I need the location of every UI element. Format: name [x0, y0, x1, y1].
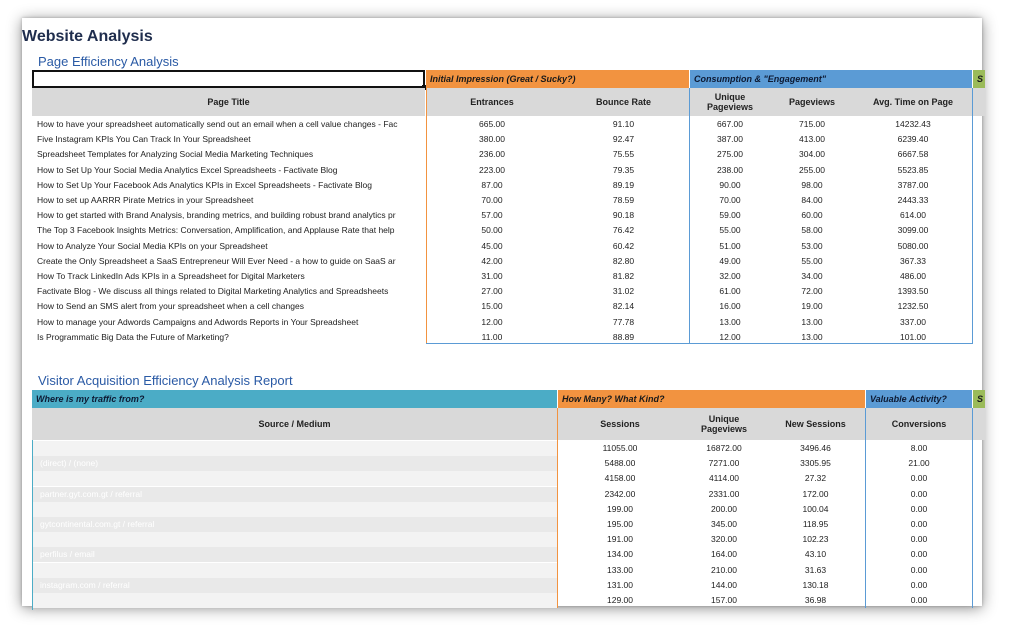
cell-entrances[interactable]: 12.00	[481, 316, 503, 327]
cell-avg-time[interactable]: 2443.33	[897, 195, 929, 205]
cell-conversions[interactable]: 0.00	[910, 549, 928, 560]
cell-unique-pageviews[interactable]: 164.00	[711, 549, 737, 560]
cell-pageviews[interactable]: 19.00	[801, 301, 823, 312]
cell-bounce-rate[interactable]: 60.42	[612, 240, 635, 251]
header-bounce-rate[interactable]: Bounce Rate	[558, 88, 689, 116]
divider-blue	[689, 88, 690, 344]
cell-pageviews[interactable]: 98.00	[801, 179, 823, 190]
header-unique-pageviews[interactable]: Unique Pageviews	[690, 88, 770, 116]
cell-sessions[interactable]: 2342.00	[604, 488, 636, 499]
group-how-many: How Many? What Kind?	[558, 390, 865, 408]
cell-new-sessions[interactable]: 118.95	[802, 519, 829, 529]
cell-new-sessions[interactable]: 36.98	[804, 595, 827, 605]
cell-conversions[interactable]: 0.00	[910, 595, 928, 605]
table-row[interactable]	[32, 208, 972, 223]
cell-page-title[interactable]: Five Instagram KPIs You Can Track In Your Spreadsheet	[37, 134, 251, 145]
cell-entrances[interactable]: 45.00	[481, 240, 503, 251]
cell-unique-pageviews[interactable]: 157.00	[711, 595, 737, 605]
cell-new-sessions[interactable]: 3305.95	[800, 458, 831, 469]
cell-bounce-rate[interactable]: 76.42	[612, 225, 635, 236]
cell-page-title[interactable]: How To Track LinkedIn Ads KPIs in a Spreadsheet for Digital Marketers	[37, 271, 305, 281]
cell-avg-time[interactable]: 6239.40	[897, 134, 929, 145]
group-next-cut: S	[973, 70, 985, 88]
cell-avg-time[interactable]: 3099.00	[897, 225, 929, 236]
cell-avg-time[interactable]: 367.33	[900, 255, 926, 266]
cell-page-title[interactable]: Factivate Blog - We discuss all things related to Digital Marketing Analytics and Spreadsheets	[37, 286, 389, 297]
cell-conversions[interactable]: 0.00	[910, 564, 928, 575]
cell-source-medium[interactable]: (direct) / (none)	[40, 458, 99, 469]
cell-entrances[interactable]: 50.00	[481, 225, 503, 236]
cell-unique-pageviews[interactable]: 59.00	[719, 210, 741, 221]
table-row[interactable]	[32, 487, 972, 502]
cell-avg-time[interactable]: 1393.50	[897, 286, 929, 297]
cell-entrances[interactable]: 15.00	[481, 301, 503, 312]
table-row[interactable]	[32, 315, 972, 330]
cell-unique-pageviews[interactable]: 4114.00	[708, 473, 740, 484]
cell-source-medium[interactable]: gytcontinental.com.gt / referral	[40, 519, 155, 529]
cell-bounce-rate[interactable]: 78.59	[612, 195, 635, 205]
table-row[interactable]	[32, 578, 972, 593]
cell-unique-pageviews[interactable]: 200.00	[711, 503, 737, 514]
divider-blue-right	[972, 88, 973, 344]
header-new-sessions[interactable]: New Sessions	[766, 408, 865, 440]
cell-unique-pageviews[interactable]: 16.00	[719, 301, 741, 312]
table-row[interactable]	[32, 193, 972, 208]
divider-blue-2-right	[972, 408, 973, 608]
table-row[interactable]	[32, 284, 972, 299]
table-row[interactable]	[32, 299, 972, 314]
cell-avg-time[interactable]: 14232.43	[895, 119, 931, 129]
cell-source-medium[interactable]: perfilus / email	[40, 549, 95, 560]
cell-entrances[interactable]: 665.00	[479, 119, 505, 129]
cell-sessions[interactable]: 195.00	[607, 519, 633, 529]
cell-conversions[interactable]: 0.00	[910, 473, 928, 484]
cell-pageviews[interactable]: 58.00	[801, 225, 823, 236]
cell-source-medium[interactable]: instagram.com / referral	[40, 579, 130, 590]
cell-page-title[interactable]: How to have your spreadsheet automatically send out an email when a cell value changes - Fac	[37, 119, 398, 129]
cell-new-sessions[interactable]: 43.10	[804, 549, 827, 560]
cell-pageviews[interactable]: 413.00	[799, 134, 825, 145]
cell-pageviews[interactable]: 34.00	[801, 271, 823, 281]
table-row[interactable]	[32, 502, 972, 517]
divider-bottom	[426, 343, 972, 344]
cell-new-sessions[interactable]: 102.23	[802, 534, 829, 545]
spreadsheet-window	[22, 18, 982, 606]
header-conversions[interactable]: Conversions	[866, 408, 972, 440]
cell-avg-time[interactable]: 614.00	[900, 210, 926, 221]
cell-unique-pageviews[interactable]: 55.00	[719, 225, 741, 236]
divider-teal-left	[32, 440, 33, 610]
table-row[interactable]	[32, 563, 972, 578]
table-row[interactable]	[32, 517, 972, 532]
table-row[interactable]	[32, 163, 972, 178]
cell-entrances[interactable]: 11.00	[481, 331, 503, 342]
cell-bounce-rate[interactable]: 79.35	[612, 164, 635, 175]
table-row[interactable]	[32, 471, 972, 486]
header-pageviews[interactable]: Pageviews	[770, 88, 854, 116]
cell-new-sessions[interactable]: 100.04	[802, 503, 829, 514]
cell-unique-pageviews[interactable]: 61.00	[719, 286, 741, 297]
header-avg-time[interactable]: Avg. Time on Page	[854, 88, 972, 116]
cell-unique-pageviews[interactable]: 275.00	[717, 149, 743, 160]
cell-unique-pageviews[interactable]: 70.00	[719, 195, 741, 205]
cell-new-sessions[interactable]: 130.18	[802, 579, 829, 590]
cell-unique-pageviews[interactable]: 2331.00	[708, 488, 740, 499]
cell-conversions[interactable]: 0.00	[910, 579, 928, 590]
cell-avg-time[interactable]: 3787.00	[897, 179, 929, 190]
page-efficiency-title: Page Efficiency Analysis	[38, 54, 179, 69]
cell-source-medium[interactable]	[32, 471, 557, 486]
cell-entrances[interactable]: 42.00	[481, 255, 503, 266]
cell-unique-pageviews[interactable]: 13.00	[719, 316, 741, 327]
cell-page-title[interactable]: How to get started with Brand Analysis, branding metrics, and building robust brand analytics pr	[37, 210, 396, 221]
header-sessions[interactable]: Sessions	[558, 408, 682, 440]
header-entrances[interactable]: Entrances	[426, 88, 558, 116]
cell-pageviews[interactable]: 13.00	[801, 316, 823, 327]
header-page-title[interactable]: Page Title	[32, 88, 425, 116]
table-row[interactable]	[32, 547, 972, 562]
header-next-cut	[973, 88, 985, 116]
table-row[interactable]	[32, 456, 972, 471]
cell-conversions[interactable]: 0.00	[910, 503, 928, 514]
table-row[interactable]	[32, 178, 972, 193]
cell-new-sessions[interactable]: 172.00	[802, 488, 829, 499]
cell-pageviews[interactable]: 55.00	[801, 255, 823, 266]
cell-entrances[interactable]: 223.00	[479, 164, 505, 175]
cell-entrances[interactable]: 380.00	[479, 134, 505, 145]
group-consumption: Consumption & "Engagement"	[690, 70, 972, 88]
selected-cell[interactable]	[32, 70, 425, 88]
cell-conversions[interactable]: 0.00	[910, 519, 928, 529]
cell-bounce-rate[interactable]: 88.89	[612, 331, 635, 342]
cell-unique-pageviews[interactable]: 51.00	[719, 240, 741, 251]
cell-page-title[interactable]: Spreadsheet Templates for Analyzing Social Media Marketing Techniques	[37, 149, 314, 160]
cell-avg-time[interactable]: 6667.58	[897, 149, 929, 160]
cell-unique-pageviews[interactable]: 210.00	[711, 564, 737, 575]
group-valuable-activity: Valuable Activity?	[866, 390, 972, 408]
cell-sessions[interactable]: 199.00	[607, 503, 633, 514]
header-next-cut-2	[973, 408, 985, 440]
cell-avg-time[interactable]: 101.00	[900, 331, 926, 342]
cell-unique-pageviews[interactable]: 12.00	[719, 331, 741, 342]
cell-sessions[interactable]: 4158.00	[604, 473, 636, 484]
cell-unique-pageviews[interactable]: 345.00	[711, 519, 737, 529]
cell-new-sessions[interactable]: 31.63	[804, 564, 827, 575]
cell-avg-time[interactable]: 486.00	[900, 271, 926, 281]
cell-sessions[interactable]: 11055.00	[602, 443, 638, 453]
table-row[interactable]	[32, 147, 972, 162]
cell-pageviews[interactable]: 53.00	[801, 240, 823, 251]
cell-entrances[interactable]: 57.00	[481, 210, 503, 221]
cell-bounce-rate[interactable]: 89.19	[612, 179, 635, 190]
table-row[interactable]	[32, 239, 972, 254]
cell-new-sessions[interactable]: 3496.46	[800, 443, 831, 453]
table-row[interactable]	[32, 132, 972, 147]
cell-pageviews[interactable]: 84.00	[801, 195, 823, 205]
cell-entrances[interactable]: 70.00	[481, 195, 503, 205]
cell-bounce-rate[interactable]: 92.47	[612, 134, 635, 145]
cell-bounce-rate[interactable]: 75.55	[612, 149, 635, 160]
table-row[interactable]	[32, 223, 972, 238]
visitor-acquisition-title: Visitor Acquisition Efficiency Analysis Report	[38, 373, 293, 388]
cell-conversions[interactable]: 8.00	[910, 443, 928, 453]
cell-page-title[interactable]: How to Analyze Your Social Media KPIs on your Spreadsheet	[37, 240, 268, 251]
cell-entrances[interactable]: 27.00	[481, 286, 503, 297]
cell-unique-pageviews[interactable]: 90.00	[719, 179, 741, 190]
cell-pageviews[interactable]: 715.00	[799, 119, 825, 129]
cell-source-medium[interactable]	[32, 502, 557, 517]
cell-bounce-rate[interactable]: 91.10	[612, 119, 635, 129]
cell-unique-pageviews[interactable]: 238.00	[717, 164, 743, 175]
cell-unique-pageviews[interactable]: 667.00	[717, 119, 743, 129]
table-row[interactable]	[32, 254, 972, 269]
cell-source-medium[interactable]	[32, 532, 557, 547]
header-unique-pageviews-2[interactable]: Unique Pageviews	[682, 408, 766, 440]
cell-page-title[interactable]: The Top 3 Facebook Insights Metrics: Conversation, Amplification, and Applause Rate that help	[37, 225, 395, 236]
cell-pageviews[interactable]: 255.00	[799, 164, 825, 175]
cell-entrances[interactable]: 31.00	[481, 271, 503, 281]
table-row[interactable]	[32, 441, 972, 456]
table-row[interactable]	[32, 117, 972, 132]
group-initial-impression: Initial Impression (Great / Sucky?)	[426, 70, 689, 88]
cell-entrances[interactable]: 236.00	[479, 149, 505, 160]
report-title: Website Analysis	[22, 28, 153, 45]
cell-bounce-rate[interactable]: 81.82	[612, 271, 635, 281]
cell-unique-pageviews[interactable]: 49.00	[719, 255, 741, 266]
cell-avg-time[interactable]: 5080.00	[897, 240, 929, 251]
cell-pageviews[interactable]: 60.00	[801, 210, 823, 221]
cell-pageviews[interactable]: 72.00	[801, 286, 823, 297]
table-row[interactable]	[32, 532, 972, 547]
cell-page-title[interactable]: How to Send an SMS alert from your spreadsheet when a cell changes	[37, 301, 304, 312]
cell-unique-pageviews[interactable]: 320.00	[711, 534, 737, 545]
cell-unique-pageviews[interactable]: 7271.00	[708, 458, 740, 469]
cell-unique-pageviews[interactable]: 387.00	[717, 134, 743, 145]
divider-blue-2	[865, 408, 866, 608]
cell-unique-pageviews[interactable]: 32.00	[719, 271, 741, 281]
cell-sessions[interactable]: 133.00	[607, 564, 633, 575]
cell-avg-time[interactable]: 5523.85	[897, 164, 929, 175]
cell-page-title[interactable]: How to manage your Adwords Campaigns and Adwords Reports in Your Spreadsheet	[37, 316, 359, 327]
group-next-cut-2: S	[973, 390, 985, 408]
cell-sessions[interactable]: 129.00	[607, 595, 633, 605]
cell-sessions[interactable]: 5488.00	[604, 458, 636, 469]
cell-bounce-rate[interactable]: 82.14	[612, 301, 635, 312]
cell-page-title[interactable]: How to Set Up Your Social Media Analytics Excel Spreadsheets - Factivate Blog	[37, 164, 338, 175]
cell-new-sessions[interactable]: 27.32	[804, 473, 827, 484]
cell-page-title[interactable]: Is Programmatic Big Data the Future of Marketing?	[37, 331, 229, 342]
cell-conversions[interactable]: 0.00	[910, 488, 928, 499]
cell-source-medium[interactable]	[32, 593, 557, 608]
cell-sessions[interactable]: 131.00	[607, 579, 633, 590]
divider-orange-2	[557, 408, 558, 608]
cell-page-title[interactable]: How to set up AARRR Pirate Metrics in your Spreadsheet	[37, 195, 254, 205]
cell-source-medium[interactable]: partner.gyt.com.gt / referral	[40, 488, 143, 499]
table-row[interactable]	[32, 269, 972, 284]
cell-pageviews[interactable]: 13.00	[801, 331, 823, 342]
divider-orange	[426, 88, 427, 344]
header-source-medium[interactable]: Source / Medium	[32, 408, 557, 440]
cell-page-title[interactable]: Create the Only Spreadsheet a SaaS Entrepreneur Will Ever Need - a how to guide on SaaS ar	[37, 255, 396, 266]
cell-bounce-rate[interactable]: 90.18	[612, 210, 635, 221]
cell-unique-pageviews[interactable]: 16872.00	[706, 443, 742, 453]
cell-conversions[interactable]: 21.00	[908, 458, 930, 469]
cell-source-medium[interactable]	[32, 441, 557, 456]
group-traffic-from: Where is my traffic from?	[32, 390, 557, 408]
cell-avg-time[interactable]: 337.00	[900, 316, 926, 327]
cell-source-medium[interactable]	[32, 563, 557, 578]
cell-conversions[interactable]: 0.00	[910, 534, 928, 545]
cell-avg-time[interactable]: 1232.50	[897, 301, 929, 312]
cell-bounce-rate[interactable]: 31.02	[612, 286, 635, 297]
cell-entrances[interactable]: 87.00	[481, 179, 503, 190]
cell-unique-pageviews[interactable]: 144.00	[711, 579, 737, 590]
cell-sessions[interactable]: 134.00	[607, 549, 633, 560]
cell-bounce-rate[interactable]: 82.80	[612, 255, 635, 266]
cell-page-title[interactable]: How to Set Up Your Facebook Ads Analytics KPIs in Excel Spreadsheets - Factivate Blog	[37, 179, 372, 190]
table-row[interactable]	[32, 593, 972, 608]
cell-sessions[interactable]: 191.00	[607, 534, 633, 545]
cell-pageviews[interactable]: 304.00	[799, 149, 825, 160]
cell-bounce-rate[interactable]: 77.78	[612, 316, 635, 327]
